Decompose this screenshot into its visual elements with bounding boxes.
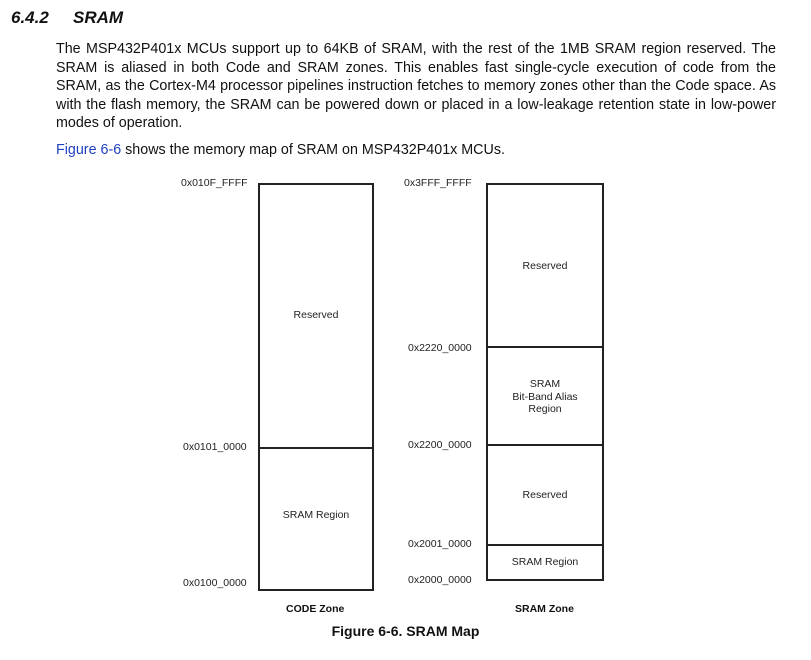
sram-zone-label: SRAM Zone: [515, 603, 574, 615]
region-line: SRAM: [529, 378, 561, 390]
figure-caption: Figure 6-6. SRAM Map: [331, 623, 480, 639]
section-heading: [11, 8, 123, 28]
address-label: 0x2001_0000: [408, 538, 472, 550]
sram-zone-divider: [486, 346, 604, 348]
address-label: 0x2220_0000: [408, 342, 472, 354]
address-label: 0x0100_0000: [183, 577, 247, 589]
code-zone-divider: [258, 447, 374, 449]
address-label: 0x2000_0000: [408, 574, 472, 586]
figure-reference-text: shows the memory map of SRAM on MSP432P401x MCUs.: [121, 142, 505, 158]
sram-bitband-alias-region: [486, 378, 604, 416]
address-label: 0x010F_FFFF: [181, 177, 248, 189]
address-label: 0x2200_0000: [408, 439, 472, 451]
address-label: 0x3FFF_FFFF: [404, 177, 472, 189]
section-title: SRAM: [73, 8, 124, 27]
address-label: 0x0101_0000: [183, 441, 247, 453]
section-number: 6.4.2: [11, 8, 49, 27]
figure-reference-sentence: [56, 142, 505, 158]
region-line: Region: [528, 403, 562, 415]
sram-zone-divider: [486, 544, 604, 546]
body-paragraph: The MSP432P401x MCUs support up to 64KB of SRAM, with the rest of the 1MB SRAM region reserved. The SRAM is aliased in both Code and SRAM zones. This enables fast single-cycle execution of code from the SRAM, as the Cortex-M4 processor pipelines instruction fetches to memory zones other than the Code space. As with the flash memory, the SRAM can be powered down or placed in a low-leakage retention state in low-power modes of operation.: [56, 41, 776, 132]
figure-6-6-link[interactable]: Figure 6-6: [56, 142, 122, 158]
sram-zone-divider: [486, 444, 604, 446]
sram-sram-region: SRAM Region: [511, 556, 579, 568]
region-line: Bit-Band Alias: [512, 390, 578, 403]
sram-reserved-lower-region: Reserved: [522, 489, 568, 501]
sram-reserved-upper-region: Reserved: [522, 260, 568, 272]
code-reserved-region: Reserved: [293, 309, 339, 321]
code-zone-label: CODE Zone: [286, 603, 345, 615]
code-zone-box: [258, 183, 374, 591]
code-sram-region: SRAM Region: [282, 509, 350, 521]
